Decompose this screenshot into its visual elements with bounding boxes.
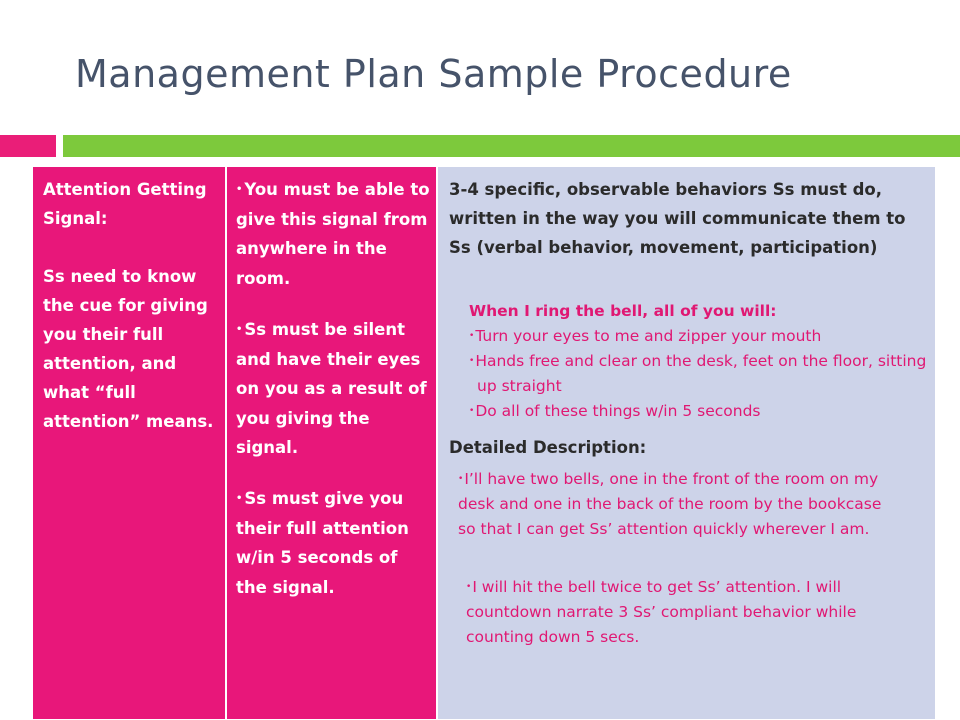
- accent-bar-green: [63, 135, 960, 157]
- detail-heading: Detailed Description:: [449, 438, 647, 457]
- requirement-item: • You must be able to give this signal from anywhere in the room.: [236, 180, 430, 288]
- bell-procedure: [469, 299, 929, 424]
- signal-heading: Attention Getting Signal:: [43, 180, 207, 228]
- signal-column: [32, 166, 226, 720]
- bell-procedure-heading: When I ring the bell, all of you will:: [469, 302, 777, 320]
- behaviors-column: [437, 166, 936, 720]
- bell-procedure-item: •Hands free and clear on the desk, feet on the floor, sitting up straight: [469, 352, 927, 395]
- bell-procedure-item: •Turn your eyes to me and zipper your mouth: [469, 327, 822, 345]
- requirement-item: • Ss must give you their full attention w/in 5 seconds of the signal.: [236, 489, 409, 597]
- behaviors-intro: 3-4 specific, observable behaviors Ss must do, written in the way you will communicate them to Ss (verbal behavior, movement, participation): [449, 180, 906, 257]
- accent-bar-pink: [0, 135, 56, 157]
- requirement-item: • Ss must be silent and have their eyes on you as a result of you giving the signal.: [236, 320, 427, 457]
- signal-description: Ss need to know the cue for giving you their full attention, and what “full attention” means.: [43, 267, 214, 431]
- bell-procedure-item: •Do all of these things w/in 5 seconds: [469, 402, 761, 420]
- detail-item: •I’ll have two bells, one in the front of the room on my desk and one in the back of the room by the bookcase so that I can get Ss’ attention quickly wherever I am.: [458, 470, 882, 538]
- slide-title: Management Plan Sample Procedure: [75, 52, 792, 96]
- requirements-column: [226, 166, 437, 720]
- detail-item: •I will hit the bell twice to get Ss’ attention. I will countdown narrate 3 Ss’ compliant behavior while counting down 5 secs.: [466, 578, 857, 646]
